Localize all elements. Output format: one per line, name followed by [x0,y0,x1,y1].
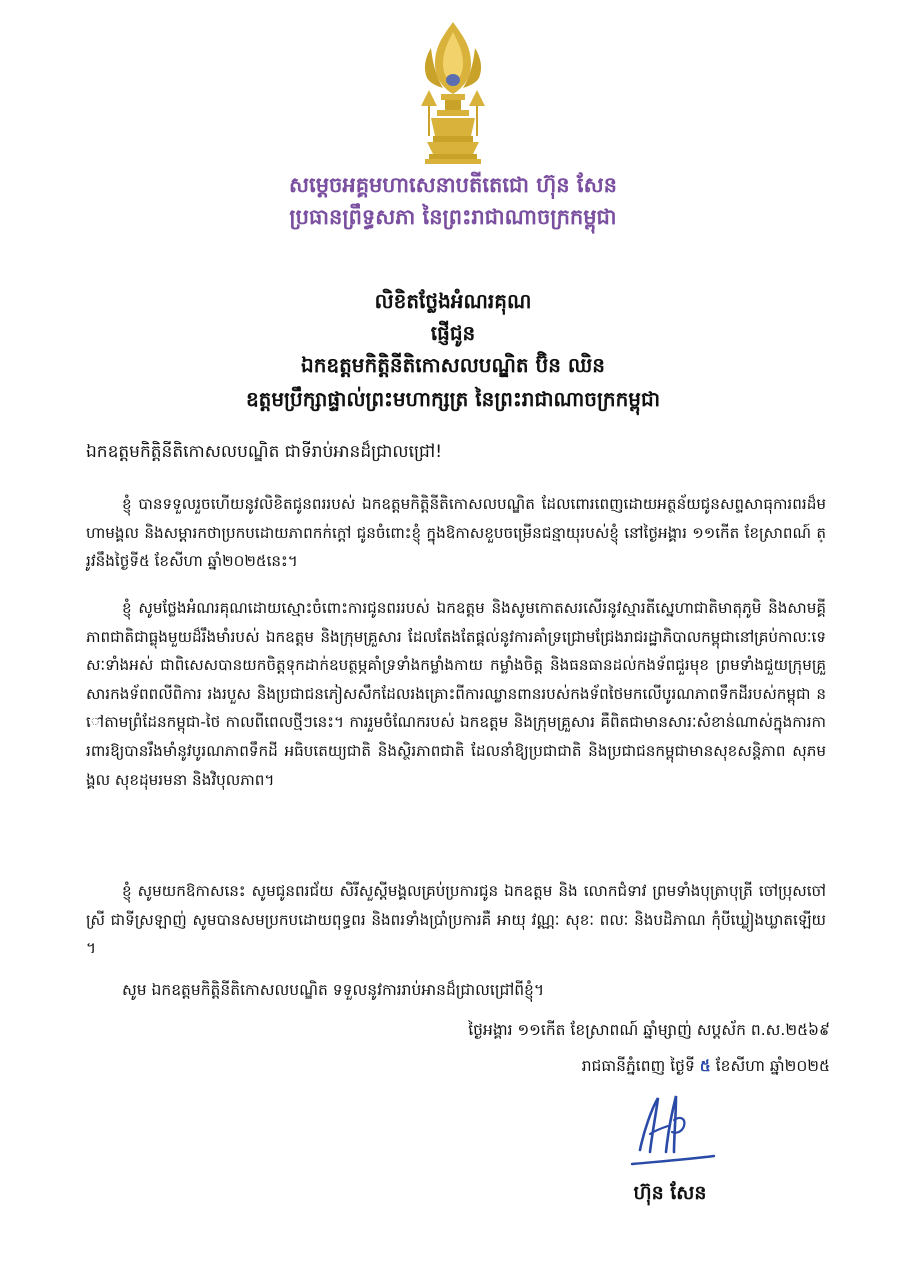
lunar-date: ថ្ងៃអង្គារ ១១កើត ខែស្រាពណ៍ ឆ្នាំម្សាញ់ សប្តស័ក ព.ស.២៥៦៩ [468,1021,830,1039]
body-paragraph-2: ខ្ញុំ សូមថ្លែងអំណរគុណដោយស្មោះចំពោះការជូនពររបស់ ឯកឧត្តម និងសូមកោតសរសើរនូវស្មារតីស្នេហាជាតិមាតុភូមិ និងសាមគ្គីភាពជាតិជាធ្លុងមួយដ៏រឹងមាំរបស់ ឯកឧត្តម និងក្រុមគ្រួសារ ដែលតែងតែផ្ដល់នូវការគាំទ្រជ្រោមជ្រែងរាជរដ្ឋាភិបាលកម្ពុជានៅគ្រប់កាលៈទេសៈទាំងអស់ ជាពិសេសបានយកចិត្តទុកដាក់ឧបត្ថម្ភគាំទ្រទាំងកម្លាំងកាយ កម្លាំងចិត្ត និងធនធានដល់កងទ័ពជួរមុខ ព្រមទាំងជួយក្រុមគ្រួសារកងទ័ពពលីពិការ រងរបួស និងប្រជាជនភៀសសឹកដែលរងគ្រោះពីការឈ្លានពានរបស់កងទ័ពថៃមកលើបូរណភាពទឹកដីរបស់កម្ពុជា នៅតាមព្រំដែនកម្ពុជា-ថៃ កាលពីពេលថ្មីៗនេះ។ ការរួមចំណែករបស់ ឯកឧត្តម និងក្រុមគ្រួសារ គឺពិតជាមានសារៈសំខាន់ណាស់ក្នុងការការពារឱ្យបានរឹងមាំនូវបូរណភាពទឹកដី អធិបតេយ្យជាតិ និងស្ថិរភាពជាតិ ដែលនាំឱ្យប្រជាជាតិ និងប្រជាជនកម្ពុជាមានសុខសន្តិភាព សុភមង្គល សុខដុមរមនា និងវិបុលភាព។ [86,599,826,789]
place-date-prefix: រាជធានីភ្នំពេញ ថ្ងៃទី [581,1057,695,1075]
place-date-month-year: ខែសីហា ឆ្នាំ២០២៥ [715,1057,830,1075]
closing-line: សូម ឯកឧត្តមកិត្តិនីតិកោសលបណ្ឌិត ទទួលនូវការរាប់អានដ៏ជ្រាលជ្រៅពីខ្ញុំ។ [122,981,545,999]
header-title: សម្ដេចអគ្គមហាសេនាបតីតេជោ ហ៊ុន សែន [289,173,617,197]
letter-addressed-to: ផ្ញើជូន [430,321,476,345]
signature-icon [622,1090,722,1170]
handwritten-day: ៥ [699,1057,711,1075]
signer-name: ហ៊ុន សែន [633,1182,707,1204]
letter-title: លិខិតថ្លែងអំណរគុណ [374,289,532,313]
senate-emblem-icon [413,18,493,168]
body-paragraph-1: ខ្ញុំ បានទទួលរួចហើយនូវលិខិតជូនពររបស់ ឯកឧត្តមកិត្តិនីតិកោសលបណ្ឌិត ដែលពោរពេញដោយអត្ថន័យជូនសព្ទសាធុការពរដ៏មហាមង្គល និងសម្ដារកថាប្រកបដោយភាពកក់ក្ដៅ ជូនចំពោះខ្ញុំ ក្នុងឱកាសខួបចម្រើនជន្មាយុរបស់ខ្ញុំ នៅថ្ងៃអង្គារ ១១កើត ខែស្រាពណ៍ ត្រូវនឹងថ្ងៃទី៥ ខែសីហា ឆ្នាំ២០២៥នេះ។ [86,495,826,571]
salutation: ឯកឧត្តមកិត្តិនីតិកោសលបណ្ឌិត ជាទីរាប់អានដ៏ជ្រាលជ្រៅ! [86,442,443,462]
recipient-name: ឯកឧត្តមកិត្តិនីតិកោសលបណ្ឌិត ប៊ិន ឈិន [301,353,605,377]
header-subtitle: ប្រធានព្រឹទ្ធសភា នៃព្រះរាជាណាចក្រកម្ពុជា [289,205,617,229]
place-date [582,1052,830,1080]
body-paragraph-3: ខ្ញុំ សូមយកឱកាសនេះ សូមជូនពរជ័យ សិរីសួស្តីមង្គលគ្រប់ប្រការជូន ឯកឧត្តម និង លោកជំទាវ ព្រមទាំងបុត្រាបុត្រី ចៅប្រុសចៅស្រី ជាទីស្រឡាញ់ សូមបានសមប្រកបដោយពុទ្ធពរ និងពរទាំងប្រាំប្រការគឺ អាយុ វណ្ណៈ សុខៈ ពលៈ និងបដិភាណ កុំបីឃ្លៀងឃ្លាតឡើយ។ [86,882,826,958]
recipient-position: ឧត្តមប្រឹក្សាផ្ទាល់ព្រះមហាក្សត្រ នៃព្រះរាជាណាចក្រកម្ពុជា [245,387,661,411]
